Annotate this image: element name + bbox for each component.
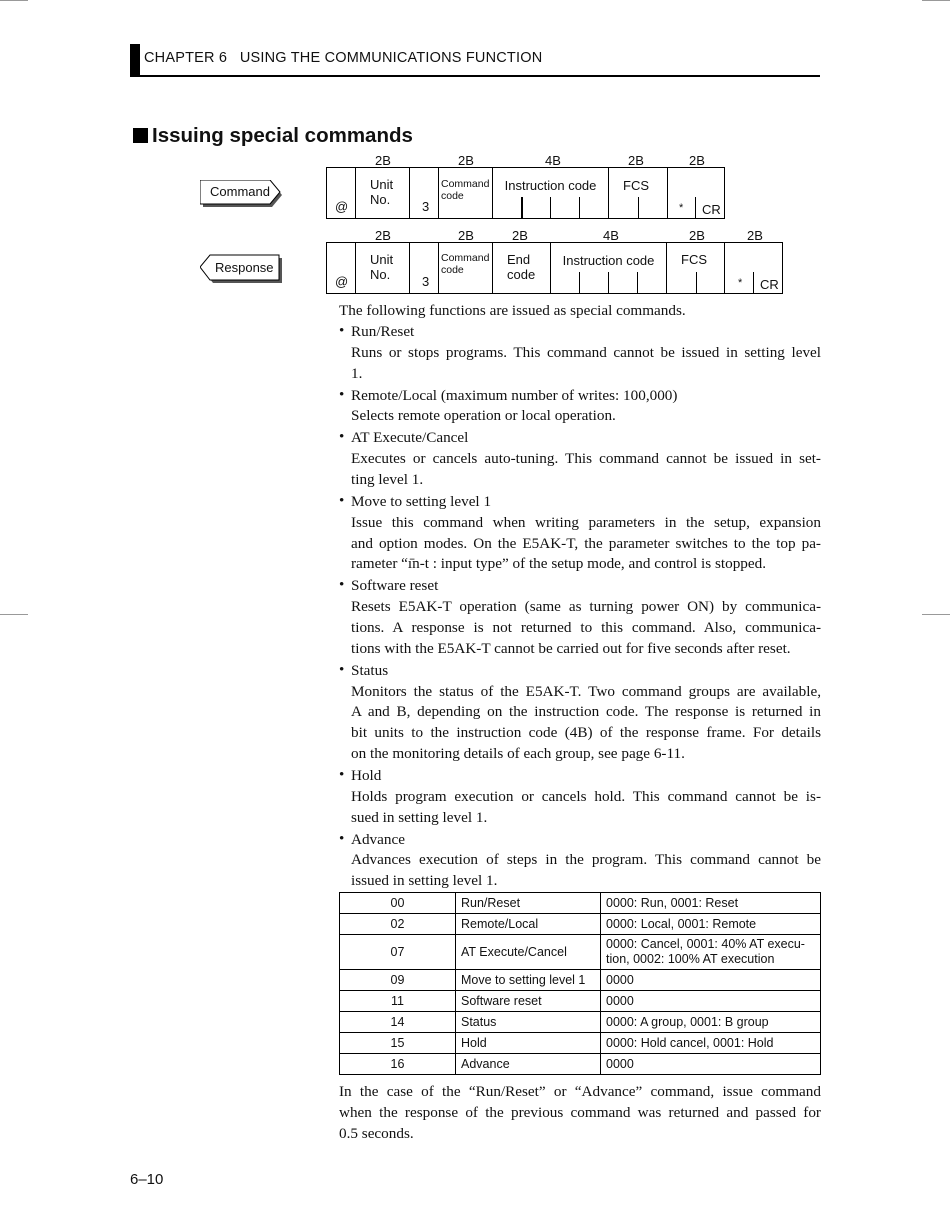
bullet-description-line: Executes or cancels auto-tuning. This command cannot be issued in set- [351, 450, 821, 468]
table-cell-code: 16 [340, 1054, 456, 1075]
command-table [339, 892, 821, 1075]
crop-mark [922, 0, 950, 1]
bullet-description-line: Holds program execution or cancels hold. This command cannot be is- [351, 787, 821, 805]
table-cell-value: 0000: Hold cancel, 0001: Hold [601, 1033, 821, 1054]
bullet-description-line: and option modes. On the E5AK-T, the parameter switches to the top pa- [351, 534, 821, 552]
bullet-title: Advance [351, 830, 405, 848]
table-cell-code: 07 [340, 935, 456, 970]
size-label: 2B [689, 153, 705, 168]
chapter-header: CHAPTER 6 USING THE COMMUNICATIONS FUNCTION [144, 50, 543, 66]
table-cell-code: 11 [340, 991, 456, 1012]
size-label: 2B [375, 228, 391, 243]
bullet-title: AT Execute/Cancel [351, 429, 469, 447]
bullet-dot: • [339, 660, 345, 678]
table-cell-name: Move to setting level 1 [456, 970, 601, 991]
bullet-description-line: on the monitoring details of each group, see page 6-11. [351, 745, 685, 762]
section-title-text: Issuing special commands [152, 124, 413, 147]
table-cell-name: Run/Reset [456, 893, 601, 914]
bullet-title: Run/Reset [351, 323, 415, 340]
table-row [340, 1054, 821, 1075]
footer-note-line: In the case of the “Run/Reset” or “Advance” command, issue command [339, 1083, 821, 1100]
bullet-title: Hold [351, 767, 382, 784]
table-cell-name: Status [456, 1012, 601, 1033]
table-cell-code: 15 [340, 1033, 456, 1054]
cell-unit-no: Unit No. [356, 168, 410, 218]
crop-mark [0, 0, 28, 1]
size-label: 4B [545, 153, 561, 168]
cell-command-code: Command code [439, 168, 493, 218]
command-frame [326, 167, 725, 219]
cell-terminator: * CR [668, 168, 724, 218]
cell-instruction-code: Instruction code [493, 168, 609, 218]
table-cell-code: 14 [340, 1012, 456, 1033]
table-row [340, 1033, 821, 1054]
table-cell-code: 00 [340, 893, 456, 914]
bullet-title: Remote/Local (maximum number of writes: 100,000) [351, 386, 678, 404]
table-cell-name: Software reset [456, 991, 601, 1012]
table-cell-name: AT Execute/Cancel [456, 935, 601, 970]
bullet-dot: • [339, 385, 345, 403]
bullet-description-line: Monitors the status of the E5AK-T. Two command groups are available, [351, 682, 821, 700]
bullet-description-line: 1. [351, 364, 363, 382]
cell-end-code: End code [493, 243, 551, 293]
square-bullet-icon [133, 128, 148, 143]
header-rule [140, 75, 820, 77]
table-row [340, 1012, 821, 1033]
table-cell-value: 0000: Local, 0001: Remote [601, 914, 821, 935]
table-cell-value: 0000 [601, 970, 821, 991]
bullet-description-line: tions. A response is not returned to this command. Also, communica- [351, 619, 821, 636]
command-tag-label: Command [210, 184, 270, 199]
bullet-description-line: A and B, depending on the instruction code. The response is returned in [351, 703, 821, 721]
bullet-description-line: Selects remote operation or local operation. [351, 407, 616, 425]
cell-at: @ [327, 243, 356, 293]
command-tag [200, 180, 286, 215]
size-label: 2B [375, 153, 391, 168]
bullet-dot: • [339, 829, 345, 847]
table-cell-name: Remote/Local [456, 914, 601, 935]
bullet-description-line: Advances execution of steps in the program. This command cannot be [351, 851, 821, 869]
table-row [340, 970, 821, 991]
table-row [340, 914, 821, 935]
response-frame [326, 242, 783, 294]
bullet-description-line: issued in setting level 1. [351, 872, 498, 890]
cell-fcs: FCS [609, 168, 668, 218]
bullet-description-line: Runs or stops programs. This command cannot be issued in setting level [351, 343, 821, 361]
table-cell-value: 0000: A group, 0001: B group [601, 1012, 821, 1033]
bullet-description-line: Resets E5AK-T operation (same as turning power ON) by communica- [351, 598, 821, 616]
cell-command-code: Command code [439, 243, 493, 293]
section-title [133, 124, 413, 148]
bullet-dot: • [339, 766, 345, 783]
cell-three: 3 [410, 168, 439, 218]
cell-terminator: * CR [725, 243, 782, 293]
cell-unit-no: Unit No. [356, 243, 410, 293]
bullet-title: Software reset [351, 577, 439, 595]
table-cell-name: Advance [456, 1054, 601, 1075]
size-label: 2B [512, 228, 528, 243]
table-row [340, 935, 821, 970]
bullet-description-line: sued in setting level 1. [351, 808, 488, 826]
bullet-description-line: bit units to the instruction code (4B) of the response frame. For details [351, 724, 821, 742]
cell-three: 3 [410, 243, 439, 293]
size-label: 2B [628, 153, 644, 168]
crop-mark [922, 614, 950, 615]
table-cell-code: 02 [340, 914, 456, 935]
bullet-title: Status [351, 661, 389, 679]
bullet-dot: • [339, 492, 345, 509]
response-tag [200, 254, 286, 291]
size-label: 2B [458, 153, 474, 168]
bullet-description-line: Issue this command when writing parameters in the setup, expansion [351, 513, 821, 531]
table-cell-name: Hold [456, 1033, 601, 1054]
crop-mark [0, 614, 28, 615]
table-cell-value: 0000 [601, 1054, 821, 1075]
bullet-description-line: tions with the E5AK-T cannot be carried out for five seconds after reset. [351, 639, 791, 657]
bullet-dot: • [339, 576, 345, 594]
table-cell-code: 09 [340, 970, 456, 991]
intro-text: The following functions are issued as special commands. [339, 302, 686, 319]
cell-fcs: FCS [667, 243, 725, 293]
bullet-title: Move to setting level 1 [351, 493, 492, 510]
response-tag-label: Response [215, 260, 274, 275]
size-label: 2B [689, 228, 705, 243]
bullet-description-line: ting level 1. [351, 471, 424, 488]
size-label: 2B [747, 228, 763, 243]
bullet-dot: • [339, 428, 345, 446]
footer-note-line: when the response of the previous command was returned and passed for [339, 1103, 821, 1121]
table-row [340, 893, 821, 914]
table-row [340, 991, 821, 1012]
table-cell-value: 0000 [601, 991, 821, 1012]
size-label: 4B [603, 228, 619, 243]
header-bar [130, 44, 140, 77]
table-cell-value: 0000: Cancel, 0001: 40% AT execu- tion, 0002: 100% AT execution [601, 935, 821, 970]
bullet-dot: • [339, 322, 345, 339]
size-label: 2B [458, 228, 474, 243]
cell-instruction-code: Instruction code [551, 243, 667, 293]
table-cell-value: 0000: Run, 0001: Reset [601, 893, 821, 914]
footer-note-line: 0.5 seconds. [339, 1124, 414, 1142]
bullet-description-line: rameter “ı̄n-t : input type” of the setup mode, and control is stopped. [351, 555, 767, 573]
cell-at: @ [327, 168, 356, 218]
page-number: 6–10 [130, 1171, 164, 1188]
